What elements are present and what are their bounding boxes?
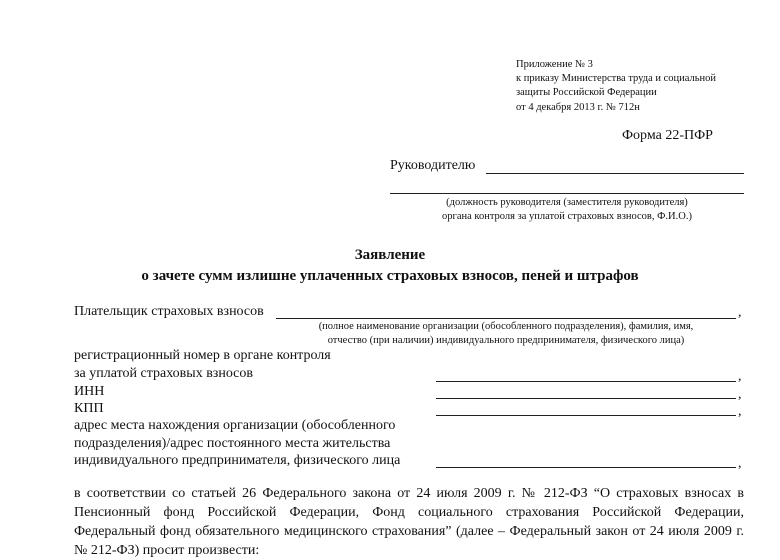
appendix-line: к приказу Министерства труда и социальной [516,73,717,85]
body-paragraph: в соответствии со статьей 26 Федерального закона от 24 июля 2009 г. № 212-ФЗ “О страховых взносах в Пенсионный фонд Российской Федерации, Фонд социального страхования Российской Федерации, Федеральный фонд обязательного медицинского страхования” (далее – Федеральный закон от 24 июля 2009 г. № 212-ФЗ) просит произвести: [74,486,744,558]
addressee-position-line[interactable] [390,193,744,194]
form-name: Форма 22-ПФР [622,128,713,143]
payer-note-line2: отчество (при наличии) индивидуального предпринимателя, физического лица) [327,335,685,346]
appendix-line: Приложение № 3 [516,59,593,70]
appendix-block [516,58,716,115]
addressee-name-line[interactable] [486,173,744,174]
payer-label: Плательщик страховых взносов [74,304,264,319]
addressee-note-line1: (должность руководителя (заместителя руководителя) [446,197,688,208]
inn-line[interactable] [436,398,736,399]
comma: , [738,456,742,471]
reg-number-line[interactable] [436,381,736,382]
kpp-line[interactable] [436,415,736,416]
appendix-line: от 4 декабря 2013 г. № 712н [516,101,640,113]
document-title: Заявление [354,247,426,263]
payer-note-line1: (полное наименование организации (обособленного подразделения), фамилия, имя, [318,321,694,332]
kpp-label: КПП [74,401,104,416]
comma: , [738,404,742,419]
comma: , [738,369,742,384]
reg-number-label-line2: за уплатой страховых взносов [74,366,254,381]
comma: , [738,387,742,402]
address-line[interactable] [436,467,736,468]
address-label-line2: подразделения)/адрес постоянного места жительства [74,436,391,451]
address-label-line1: адрес места нахождения организации (обособленного [74,418,396,433]
addressee-label: Руководителю [390,158,476,173]
addressee-note-line2: органа контроля за уплатой страховых взносов, Ф.И.О.) [442,211,692,222]
inn-label: ИНН [74,384,105,399]
address-label-line3: индивидуального предпринимателя, физического лица [74,453,401,468]
comma: , [738,305,742,320]
appendix-line: защиты Российской Федерации [516,87,657,99]
reg-number-label-line1: регистрационный номер в органе контроля [74,348,331,363]
document-subtitle: о зачете сумм излишне уплаченных страховых взносов, пеней и штрафов [141,268,639,284]
payer-name-line[interactable] [276,318,736,319]
